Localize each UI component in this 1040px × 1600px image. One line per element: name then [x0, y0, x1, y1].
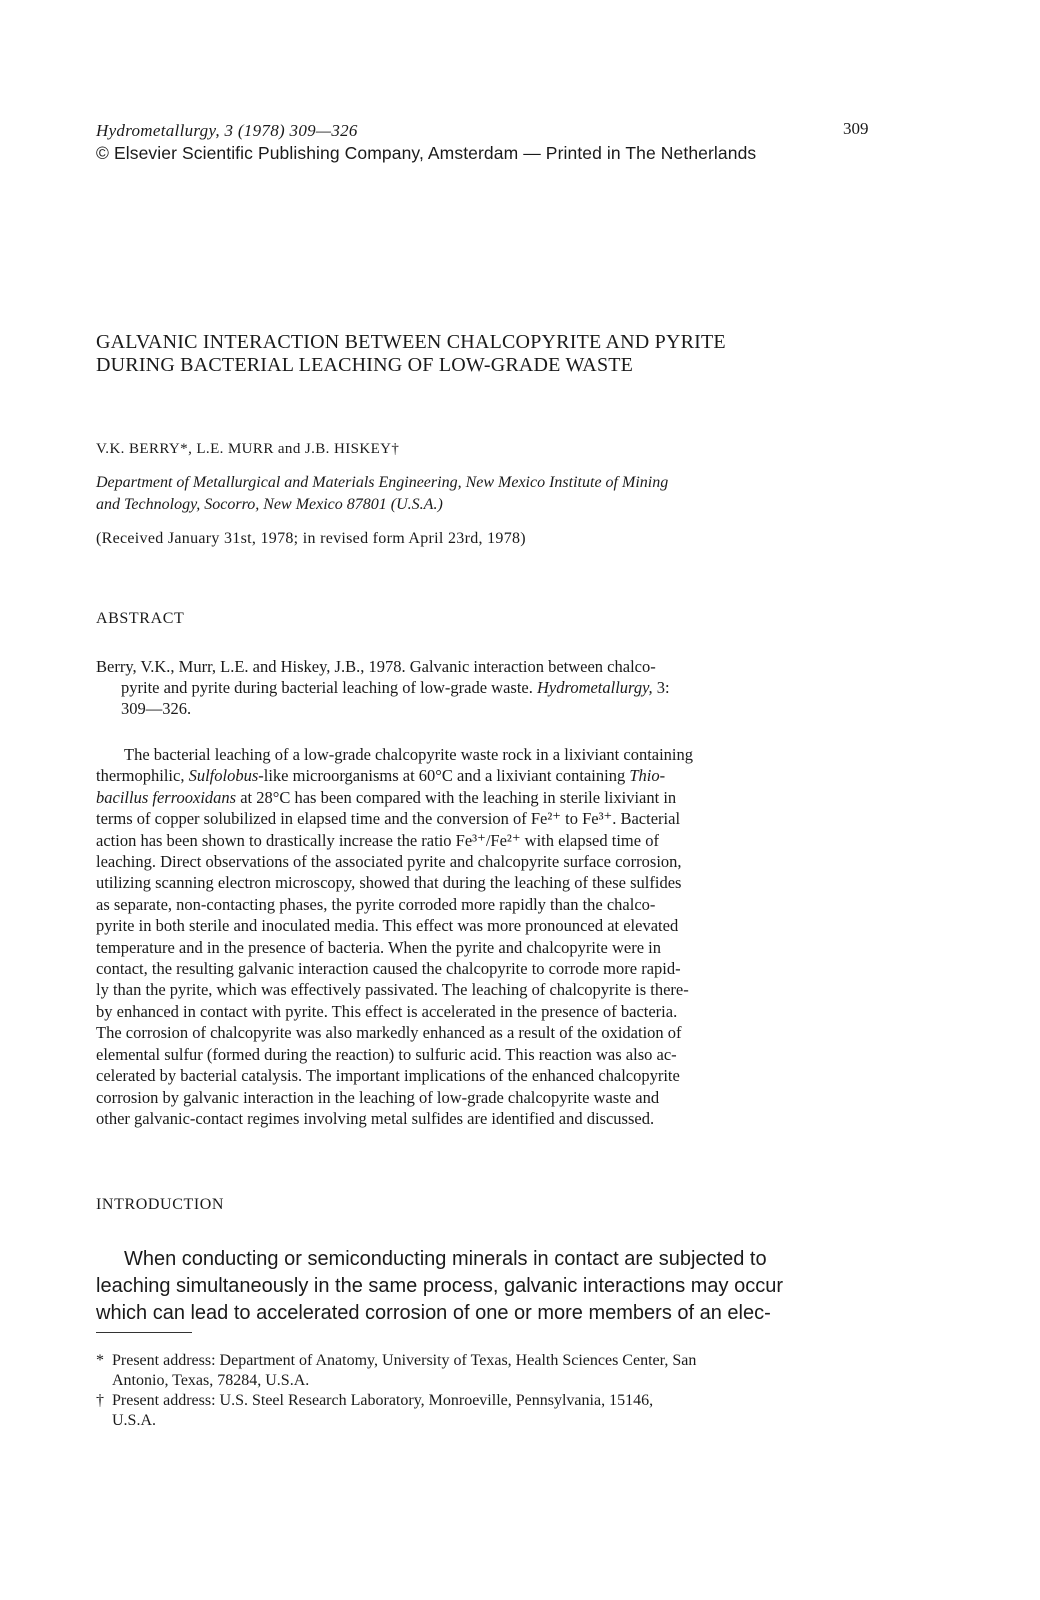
introduction-heading: INTRODUCTION — [96, 1196, 225, 1213]
abstract-line: terms of copper solubilized in elapsed time and the conversion of Fe²⁺ to Fe³⁺. Bacterial — [96, 809, 681, 829]
footnote-line: Antonio, Texas, 78284, U.S.A. — [112, 1372, 310, 1389]
page-number: 309 — [843, 119, 869, 138]
abstract-line: elemental sulfur (formed during the reaction) to sulfuric acid. This reaction was also ac- — [96, 1044, 677, 1064]
footnote — [96, 1391, 926, 1431]
abstract-line: utilizing scanning electron microscopy, showed that during the leaching of these sulfides — [96, 873, 682, 893]
abstract-body — [96, 744, 916, 1129]
abstract-line: as separate, non-contacting phases, the pyrite corroded more rapidly than the chalco- — [96, 894, 656, 914]
footnote-line: Present address: U.S. Steel Research Laboratory, Monroeville, Pennsylvania, 15146, — [112, 1392, 654, 1409]
abstract-heading: ABSTRACT — [96, 610, 185, 627]
affiliation — [96, 472, 896, 516]
citation-text: pyrite and pyrite during bacterial leaching of low-grade waste. — [121, 678, 533, 697]
abstract-line: other galvanic-contact regimes involving metal sulfides are identified and discussed. — [96, 1108, 655, 1128]
footnotes — [96, 1351, 926, 1431]
abstract-line — [96, 765, 916, 786]
footnote-mark: † — [96, 1392, 104, 1409]
citation-line: Berry, V.K., Murr, L.E. and Hiskey, J.B., 1978. Galvanic interaction between chalco- — [96, 657, 656, 676]
citation-line: 309—326. — [121, 699, 192, 718]
footnote-divider — [96, 1332, 192, 1333]
footnote-mark: * — [96, 1352, 104, 1369]
abstract-line: by enhanced in contact with pyrite. This effect is accelerated in the presence of bacteria. — [96, 1001, 678, 1021]
affiliation-line: Department of Metallurgical and Materials Engineering, New Mexico Institute of Mining — [96, 474, 669, 491]
abstract-italic: Thio- — [629, 766, 666, 786]
abstract-citation — [96, 656, 916, 719]
abstract-line: leaching. Direct observations of the associated pyrite and chalcopyrite surface corrosion, — [96, 852, 682, 872]
abstract-text: at 28°C has been compared with the leaching in sterile lixiviant in — [236, 787, 677, 807]
intro-line: which can lead to accelerated corrosion of one or more members of an elec- — [96, 1302, 771, 1324]
abstract-line: The bacterial leaching of a low-grade chalcopyrite waste rock in a lixiviant containing — [124, 745, 694, 764]
footnote-line: U.S.A. — [112, 1412, 157, 1429]
title-line: DURING BACTERIAL LEACHING OF LOW-GRADE WASTE — [96, 354, 634, 376]
journal-citation-header: Hydrometallurgy, 3 (1978) 309—326 — [96, 121, 358, 140]
abstract-line: contact, the resulting galvanic interaction caused the chalcopyrite to corrode more rapid- — [96, 959, 681, 979]
abstract-line: action has been shown to drastically increase the ratio Fe³⁺/Fe²⁺ with elapsed time of — [96, 830, 659, 850]
publisher-line: © Elsevier Scientific Publishing Company, Amsterdam — Printed in The Netherlands — [96, 143, 757, 163]
received-dates: (Received January 31st, 1978; in revised form April 23rd, 1978) — [96, 530, 526, 547]
footnote-line: Present address: Department of Anatomy, University of Texas, Health Sciences Center, San — [112, 1352, 697, 1369]
abstract-text: thermophilic, — [96, 766, 189, 786]
introduction-body — [96, 1246, 916, 1327]
abstract-line: corrosion by galvanic interaction in the leaching of low-grade chalcopyrite waste and — [96, 1087, 660, 1107]
abstract-italic: bacillus ferrooxidans — [96, 787, 237, 807]
affiliation-line: and Technology, Socorro, New Mexico 87801 (U.S.A.) — [96, 496, 443, 513]
footnote — [96, 1351, 926, 1391]
abstract-line: pyrite in both sterile and inoculated media. This effect was more pronounced at elevated — [96, 916, 679, 936]
title-line: GALVANIC INTERACTION BETWEEN CHALCOPYRITE AND PYRITE — [96, 331, 726, 353]
intro-line: When conducting or semiconducting minerals in contact are subjected to — [124, 1248, 767, 1270]
abstract-line — [96, 787, 916, 808]
abstract-line: ly than the pyrite, which was effectively passivated. The leaching of chalcopyrite is there- — [96, 980, 689, 1000]
citation-journal: Hydrometallurgy, — [537, 678, 653, 697]
abstract-line: The corrosion of chalcopyrite was also markedly enhanced as a result of the oxidation of — [96, 1023, 682, 1043]
abstract-line: temperature and in the presence of bacteria. When the pyrite and chalcopyrite were in — [96, 937, 662, 957]
citation-line — [96, 677, 916, 698]
abstract-line: celerated by bacterial catalysis. The important implications of the enhanced chalcopyrite — [96, 1066, 680, 1086]
abstract-italic: Sulfolobus — [188, 766, 259, 786]
abstract-text: -like microorganisms at 60°C and a lixiviant containing — [258, 766, 630, 786]
article-title — [96, 331, 896, 377]
intro-line: leaching simultaneously in the same process, galvanic interactions may occur — [96, 1275, 784, 1297]
authors: V.K. BERRY*, L.E. MURR and J.B. HISKEY† — [96, 441, 400, 457]
citation-volume: 3: — [652, 678, 670, 697]
